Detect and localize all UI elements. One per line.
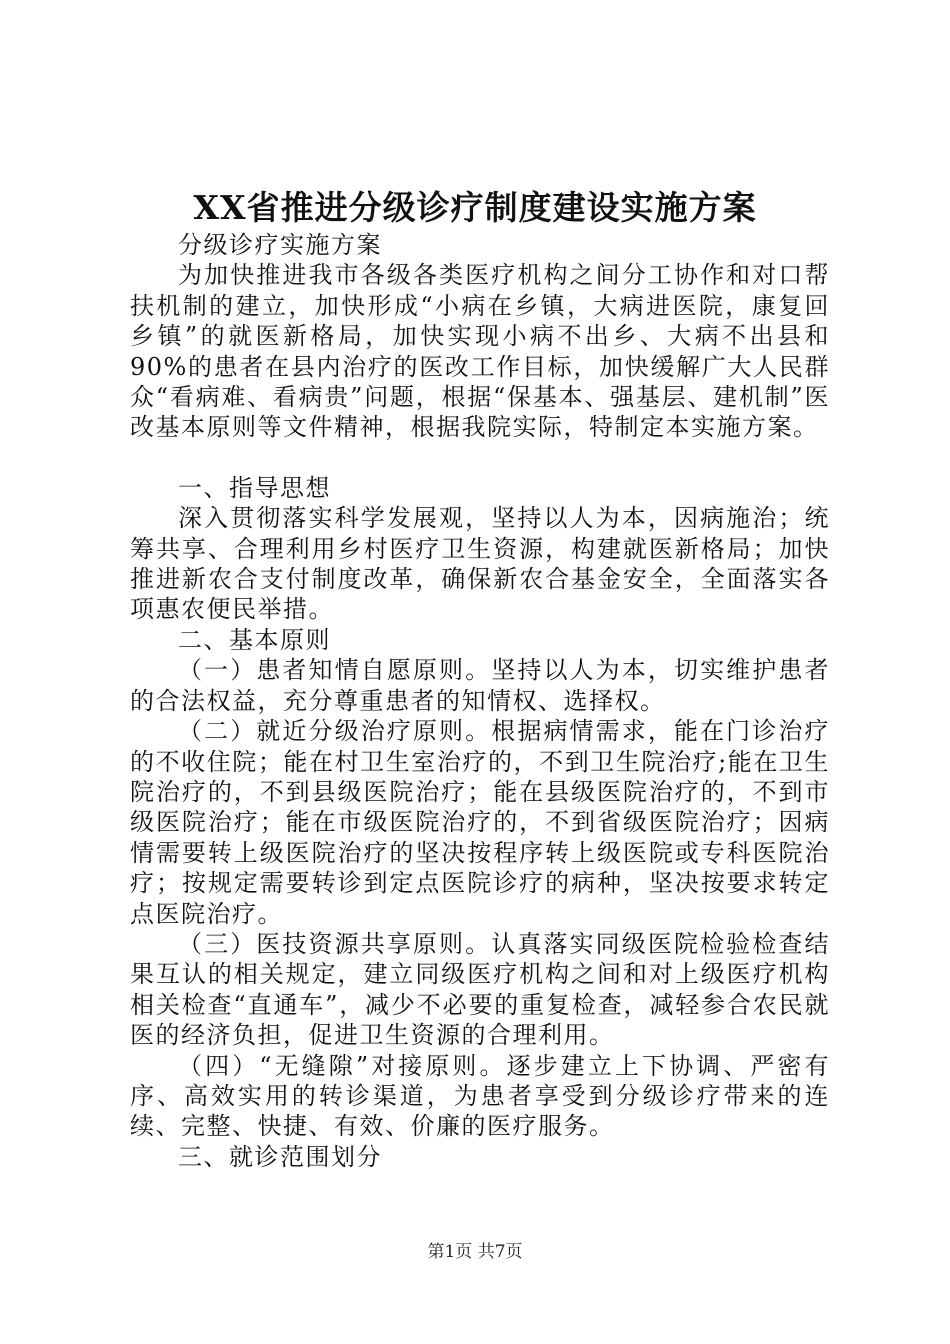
paragraph-principle-4: （四）“无缝隙”对接原则。逐步建立上下协调、严密有序、高效实用的转诊渠道，为患者享受到分级诊疗带来的连续、完整、快捷、有效、价廉的医疗服务。: [130, 1051, 830, 1141]
section-heading-scope: 三、就诊范围划分: [178, 1142, 382, 1171]
paragraph-intro: 为加快推进我市各级各类医疗机构之间分工协作和对口帮扶机制的建立，加快形成“小病在乡镇，大病进医院，康复回乡镇”的就医新格局，加快实现小病不出乡、大病不出县和90%的患者在县内治疗的医改工作目标，加快缓解广大人民群众“看病难、看病贵”问题，根据“保基本、强基层、建机制”医改基本原则等文件精神，根据我院实际，特制定本实施方案。: [130, 261, 830, 442]
section-heading-basic-principles: 二、基本原则: [178, 625, 331, 654]
section-heading-guiding-thought: 一、指导思想: [178, 473, 331, 502]
paragraph-guiding-thought: 深入贯彻落实科学发展观，坚持以人为本，因病施治；统筹共享、合理利用乡村医疗卫生资源，构建就医新格局；加快推进新农合支付制度改革，确保新农合基金安全，全面落实各项惠农便民举措。: [130, 504, 830, 624]
paragraph-principle-2: （二）就近分级治疗原则。根据病情需求，能在门诊治疗的不收住院；能在村卫生室治疗的，不到卫生院治疗;能在卫生院治疗的，不到县级医院治疗；能在县级医院治疗的，不到市级医院治疗；能在市级医院治疗的，不到省级医院治疗；因病情需要转上级医院治疗的坚决按程序转上级医院或专科医院治疗；按规定需要转诊到定点医院诊疗的病种，坚决按要求转定点医院治疗。: [130, 717, 830, 928]
paragraph-principle-1: （一）患者知情自愿原则。坚持以人为本，切实维护患者的合法权益，充分尊重患者的知情权、选择权。: [130, 656, 830, 715]
document-title: XX省推进分级诊疗制度建设实施方案: [193, 188, 757, 227]
document-body: [130, 230, 830, 1172]
page-number-footer: 第1页 共7页: [427, 1242, 523, 1262]
paragraph-principle-3: （三）医技资源共享原则。认真落实同级医院检验检查结果互认的相关规定，建立同级医疗机构之间和对上级医疗机构相关检查“直通车”，减少不必要的重复检查，减轻参合农民就医的经济负担，促进卫生资源的合理利用。: [130, 929, 830, 1050]
paragraph-subtitle: 分级诊疗实施方案: [178, 231, 382, 259]
paragraph-spacer: [130, 443, 830, 473]
